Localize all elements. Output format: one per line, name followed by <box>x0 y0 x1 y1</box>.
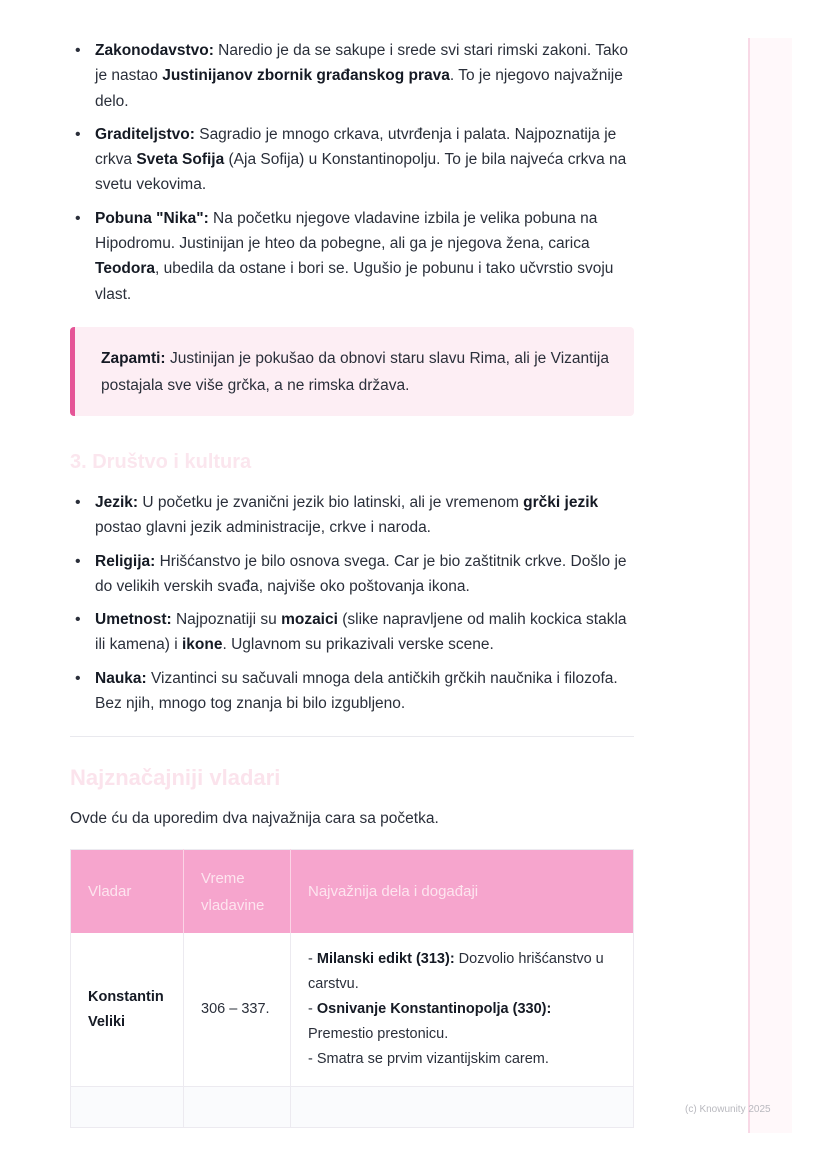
callout-label: Zapamti: <box>101 349 166 367</box>
list-item: • Pobuna "Nika": Na početku njegove vladavine izbila je velika pobuna na Hipodromu. Justinijan je hteo da pobegne, ali ga je njegova žena, carica Teodora, ubedila da ostane i bori se. Ugušio je pobunu i tako učvrstio svoju vlast. <box>95 206 634 307</box>
copyright-footer: (c) Knowunity 2025 <box>685 1104 771 1115</box>
list-item: • Religija: Hrišćanstvo je bilo osnova svega. Car je bio zaštitnik crkve. Došlo je do velikih verskih svađa, najviše oko poštovanja ikona. <box>95 549 634 600</box>
emphasis: mozaici <box>281 611 338 629</box>
list-item-label: Zakonodavstvo: <box>95 42 214 59</box>
emphasis: grčki jezik <box>523 493 599 511</box>
emphasis: Sveta Sofija <box>136 151 225 169</box>
list-item-label: Nauka: <box>95 669 147 687</box>
section-heading-society-culture: 3. Društvo i kultura <box>70 450 252 473</box>
emphasis: ikone <box>182 636 223 654</box>
section-heading-rulers: Najznačajniji vladari <box>70 765 281 791</box>
column-header-ruler: Vladar <box>71 850 184 934</box>
table-row <box>71 933 634 1087</box>
ruler-name-cell: Konstantin Veliki <box>71 933 184 1087</box>
page-side-strip <box>748 38 792 1133</box>
table-header-row <box>71 850 634 934</box>
list-item-label: Religija: <box>95 552 156 570</box>
list-item: • Umetnost: Najpoznatiji su mozaici (slike napravljene od malih kockica stakla ili kamena) i ikone. Uglavnom su prikazivali verske scene. <box>95 607 634 658</box>
section-divider <box>70 736 634 737</box>
callout-text: Justinijan je pokušao da obnovi staru slavu Rima, ali je Vizantija postajala sve više grčka, a ne rimska država. <box>101 349 609 394</box>
empty-cell <box>71 1087 184 1128</box>
list-item-label: Umetnost: <box>95 611 172 629</box>
rulers-table <box>70 849 634 1128</box>
remember-callout <box>70 327 634 416</box>
list-item: • Jezik: U početku je zvanični jezik bio latinski, ali je vremenom grčki jezik postao glavni jezik administracije, crkve i naroda. <box>95 490 634 541</box>
society-culture-list <box>70 490 634 716</box>
list-item-label: Pobuna "Nika": <box>95 209 209 227</box>
list-item: • Graditeljstvo: Sagradio je mnogo crkava, utvrđenja i palata. Najpoznatija je crkva Sveta Sofija (Aja Sofija) u Konstantinopolju. To je bila najveća crkva na svetu vekovima. <box>95 122 634 198</box>
list-item-label: Graditeljstvo: <box>95 125 195 143</box>
justinian-achievements-list <box>70 38 634 307</box>
events-cell: - Milanski edikt (313): Dozvolio hrišćanstvo u carstvu. - Osnivanje Konstantinopolja (330): Premestio prestonicu. - Smatra se prvim vizantijskim carem. <box>291 933 634 1087</box>
column-header-reign: Vreme vladavine <box>184 850 291 934</box>
page-bottom-cut <box>0 1133 828 1171</box>
list-item: • Zakonodavstvo: Naredio je da se sakupe i srede svi stari rimski zakoni. Tako je nastao Justinijanov zbornik građanskog prava. To je njegovo najvažnije delo. <box>95 38 634 114</box>
table-row <box>71 1087 634 1128</box>
empty-cell <box>291 1087 634 1128</box>
list-item-label: Jezik: <box>95 493 139 511</box>
list-item: • Nauka: Vizantinci su sačuvali mnoga dela antičkih grčkih naučnika i filozofa. Bez njih, mnogo tog znanja bi bilo izgubljeno. <box>95 666 634 717</box>
empty-cell <box>184 1087 291 1128</box>
emphasis: Justinijanov zbornik građanskog prava <box>162 67 450 85</box>
emphasis: Teodora <box>95 260 155 278</box>
column-header-events: Najvažnija dela i događaji <box>291 850 634 934</box>
rulers-intro: Ovde ću da uporedim dva najvažnija cara sa početka. <box>70 810 439 828</box>
reign-cell: 306 – 337. <box>184 933 291 1087</box>
document-content <box>70 38 634 1128</box>
